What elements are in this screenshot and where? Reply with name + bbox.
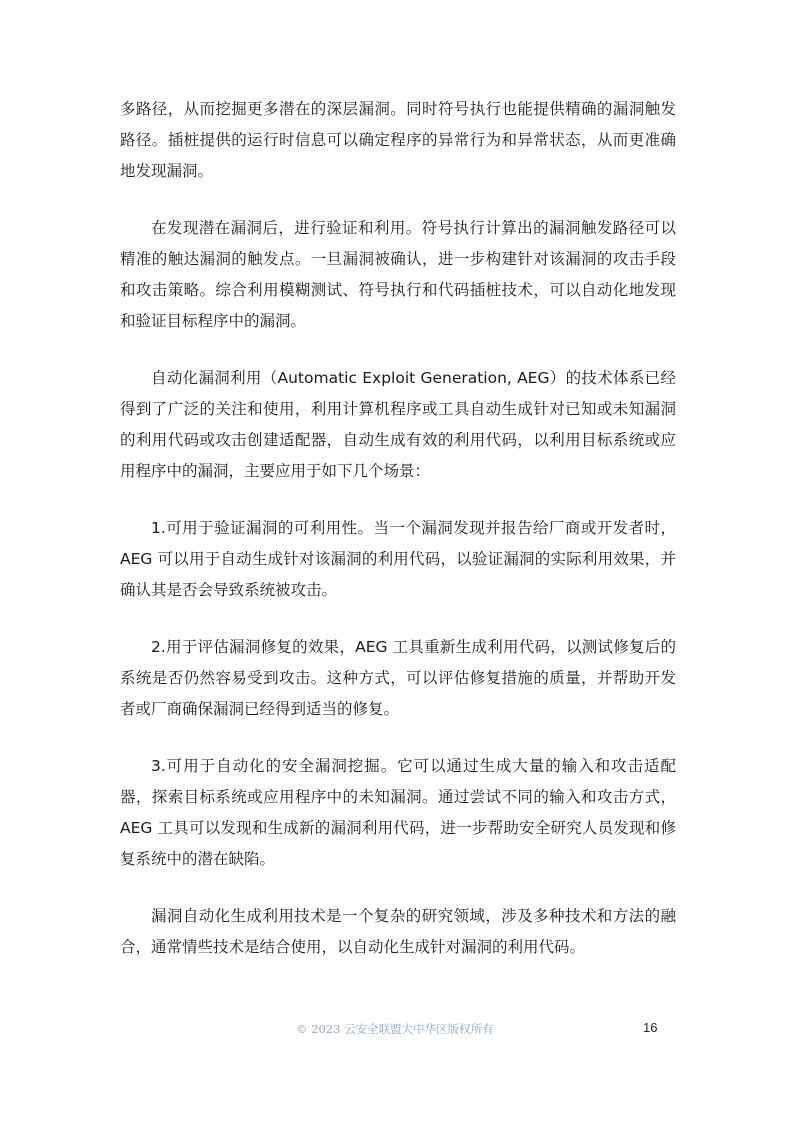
page-number: 16 <box>643 1020 658 1035</box>
copyright-notice: © 2023 云安全联盟大中华区版权所有 <box>296 1022 494 1036</box>
paragraph-aeg-intro: 自动化漏洞利用（Automatic Exploit Generation, AEG）的技术体系已经得到了广泛的关注和使用，利用计算机程序或工具自动生成针对已知或未知漏洞的利用代码或攻击创建适配器，自动生成有效的利用代码，以利用目标系统或应用程序中的漏洞，主要应用于如下几个场景： <box>120 369 676 480</box>
paragraph-scenario-2: 2.用于评估漏洞修复的效果，AEG 工具重新生成利用代码，以测试修复后的系统是否仍然容易受到攻击。这种方式，可以评估修复措施的质量，并帮助开发者或厂商确保漏洞已经得到适当的修复。 <box>120 638 676 718</box>
paragraph-conclusion: 漏洞自动化生成利用技术是一个复杂的研究领域，涉及多种技术和方法的融合，通常情些技术是结合使用，以自动化生成针对漏洞的利用代码。 <box>120 907 676 956</box>
paragraph-validation: 在发现潜在漏洞后，进行验证和利用。符号执行计算出的漏洞触发路径可以精准的触达漏洞的触发点。一旦漏洞被确认，进一步构建针对该漏洞的攻击手段和攻击策略。综合利用模糊测试、符号执行和代码插桩技术，可以自动化地发现和验证目标程序中的漏洞。 <box>120 219 676 330</box>
body-text <box>120 94 676 963</box>
paragraph-scenario-1: 1.可用于验证漏洞的可利用性。当一个漏洞发现并报告给厂商或开发者时，AEG 可以用于自动生成针对该漏洞的利用代码，以验证漏洞的实际利用效果，并确认其是否会导致系统被攻击。 <box>120 519 676 599</box>
paragraph-continued: 多路径，从而挖掘更多潜在的深层漏洞。同时符号执行也能提供精确的漏洞触发路径。插桩提供的运行时信息可以确定程序的异常行为和异常状态，从而更准确地发现漏洞。 <box>120 100 676 180</box>
paragraph-scenario-3: 3.可用于自动化的安全漏洞挖掘。它可以通过生成大量的输入和攻击适配器，探索目标系统或应用程序中的未知漏洞。通过尝试不同的输入和攻击方式，AEG 工具可以发现和生成新的漏洞利用代码，进一步帮助安全研究人员发现和修复系统中的潜在缺陷。 <box>120 757 676 868</box>
